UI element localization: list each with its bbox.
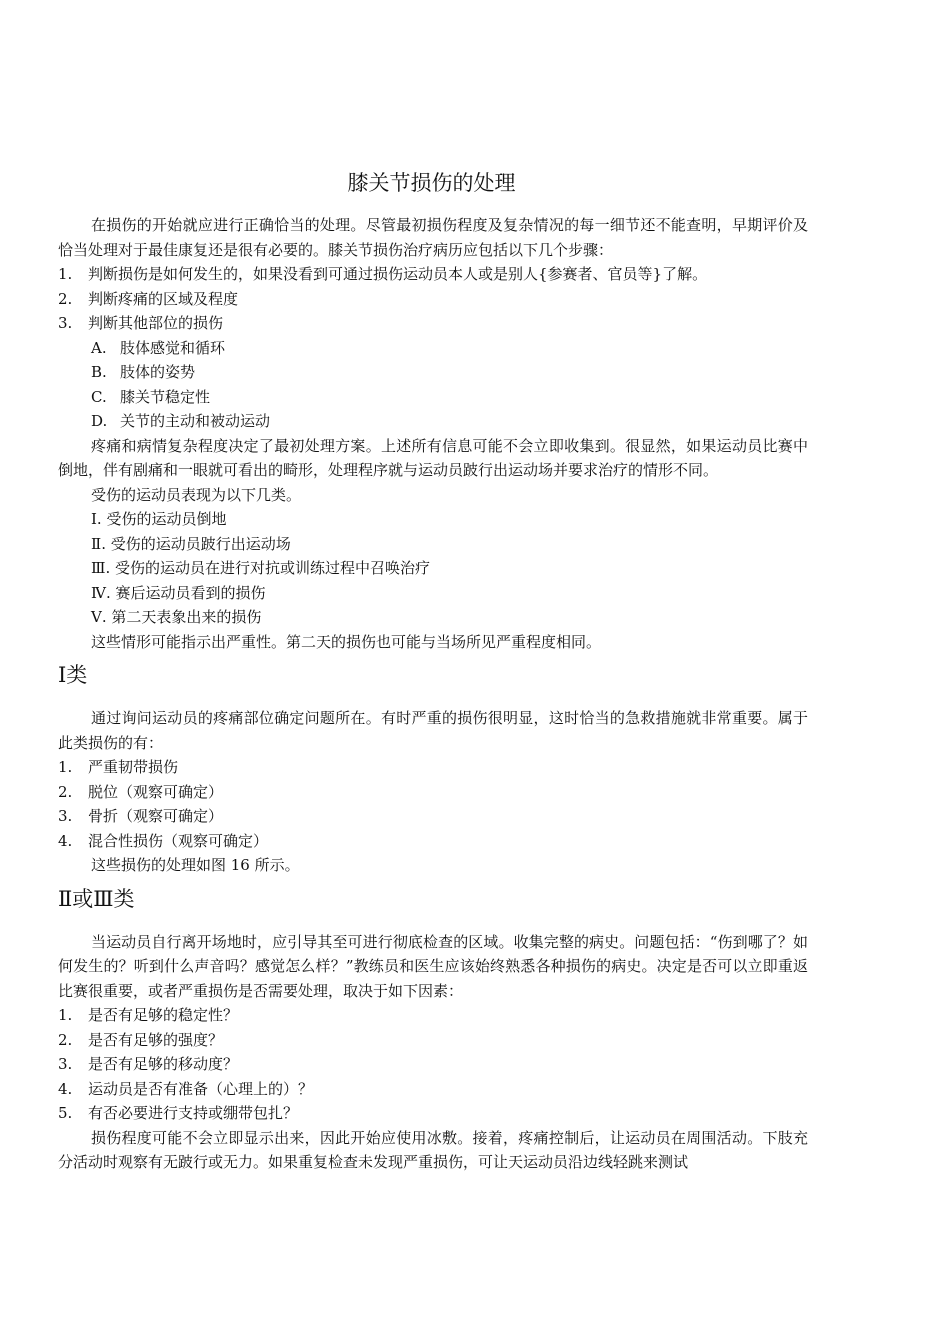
list-item: Ⅲ. 受伤的运动员在进行对抗或训练过程中召唤治疗 [91,559,431,577]
list-item: A. 肢体感觉和循环 [91,338,226,357]
list-item: C. 膝关节稳定性 [91,387,211,406]
intro-paragraph: 在损伤的开始就应进行正确恰当的处理。尽管最初损伤程度及复杂情况的每一细节还不能查明，早期评价及恰当处理对于最佳康复还是很有必要的。膝关节损伤治疗病历应包括以下几个步骤： [58,216,808,259]
list-item: 3. 判断其他部位的损伤 [58,314,224,332]
section2-after-paragraph: 损伤程度可能不会立即显示出来，因此开始应使用冰敷。接着，疼痛控制后，让运动员在周围活动。下肢充分活动时观察有无跛行或无力。如果重复检查未发现严重损伤，可让天运动员沿边线轻跳来测试 [58,1128,808,1171]
list-item: 3. 骨折（观察可确定） [58,807,224,825]
severity-paragraph: 这些情形可能指示出严重性。第二天的损伤也可能与当场所见严重程度相同。 [91,632,602,651]
section1-list [58,755,808,853]
list-item: Ⅳ. 赛后运动员看到的损伤 [91,583,266,602]
list-item: 1. 严重韧带损伤 [58,758,179,776]
list-item: B. 肢体的姿势 [91,363,196,381]
list-item: 1. 判断损伤是如何发生的，如果没看到可通过损伤运动员本人或是别人{参赛者、官员等}了解。 [58,265,708,283]
document-body [58,213,808,1175]
list-item: Ⅴ. 第二天表象出来的损伤 [91,608,262,626]
list-item: 3. 是否有足够的移动度？ [58,1055,239,1073]
substeps-list [58,336,808,434]
list-item: Ⅰ. 受伤的运动员倒地 [91,510,227,528]
section1-paragraph: 通过询问运动员的疼痛部位确定问题所在。有时严重的损伤很明显，这时恰当的急救措施就非常重要。属于此类损伤的有： [58,709,808,752]
page-title: 膝关节损伤的处理 [347,171,516,195]
list-item: 5. 有否必要进行支持或绷带包扎？ [58,1104,299,1122]
list-item: 4. 运动员是否有准备（心理上的）？ [58,1079,314,1098]
types-intro-paragraph: 受伤的运动员表现为以下几类。 [91,485,302,504]
section-heading-type-1: Ⅰ类 [58,663,88,687]
steps-list [58,262,808,336]
list-item: 4. 混合性损伤（观察可确定） [58,831,269,850]
section-heading-type-2-3: Ⅱ或Ⅲ类 [58,886,135,911]
section1-after-paragraph: 这些损伤的处理如图 16 所示。 [91,856,300,874]
section2-list [58,1003,808,1126]
list-item: Ⅱ. 受伤的运动员跛行出运动场 [91,534,291,553]
list-item: 1. 是否有足够的稳定性？ [58,1006,239,1024]
list-item: 2. 是否有足够的强度？ [58,1030,224,1049]
list-item: 2. 判断疼痛的区域及程度 [58,289,239,308]
section2-paragraph: 当运动员自行离开场地时，应引导其至可进行彻底检查的区域。收集完整的病史。问题包括：“伤到哪了？如何发生的？听到什么声音吗？感觉怎么样？”教练员和医生应该始终熟悉各种损伤的病史。决定是否可以立即重返比赛很重要，或者严重损伤是否需要处理，取决于如下因素： [58,932,808,1000]
types-list [58,507,808,630]
list-item: 2. 脱位（观察可确定） [58,782,224,801]
plan-paragraph: 疼痛和病情复杂程度决定了最初处理方案。上述所有信息可能不会立即收集到。很显然，如果运动员比赛中倒地，伴有剧痛和一眼就可看出的畸形，处理程序就与运动员跛行出运动场并要求治疗的情形不同。 [58,436,808,479]
list-item: D. 关节的主动和被动运动 [91,412,271,430]
